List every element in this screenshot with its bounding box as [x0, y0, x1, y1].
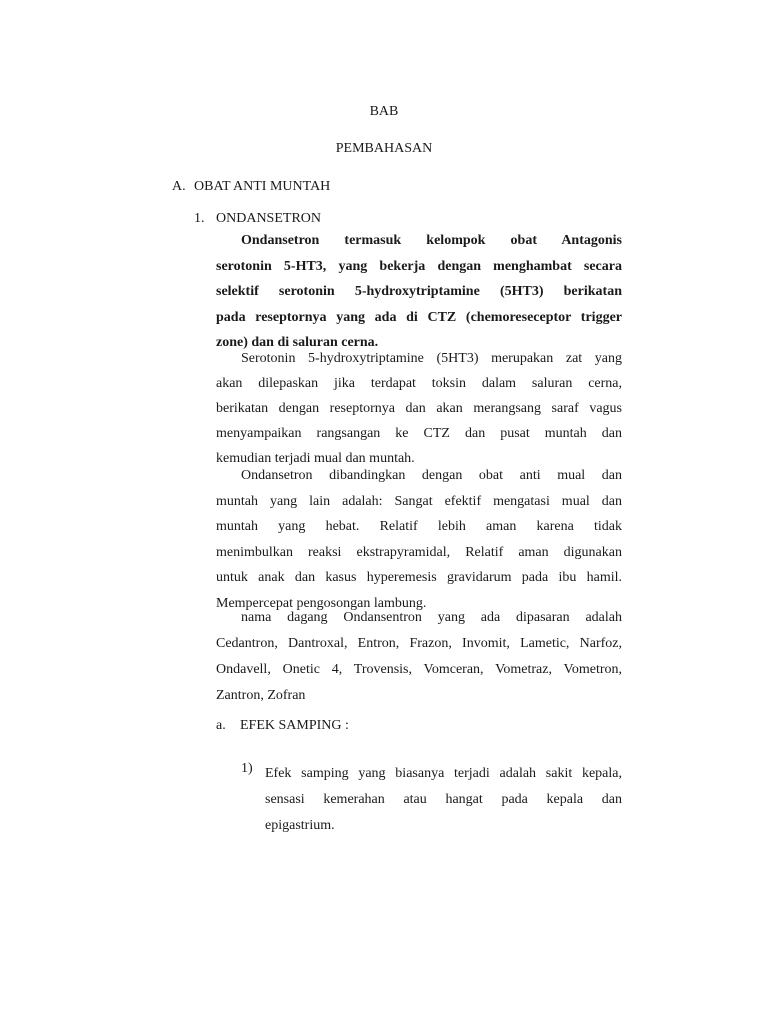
side-effect-1-marker: 1): [241, 761, 253, 776]
paragraph-line: untuk anak dan kasus hyperemesis gravidarum pada ibu hamil.: [216, 570, 622, 585]
paragraph-line: Ondansetron dibandingkan dengan obat anti mual dan: [241, 468, 622, 483]
paragraph-line: Ondansetron termasuk kelompok obat Antagonis: [241, 233, 622, 248]
paragraph-line: sensasi kemerahan atau hangat pada kepala dan: [265, 792, 622, 807]
paragraph-line: pada reseptornya yang ada di CTZ (chemoreseceptor trigger: [216, 309, 622, 325]
item-1-marker: 1.: [194, 211, 205, 226]
paragraph-line: zone) dan di saluran cerna.: [216, 335, 379, 350]
paragraph-line: akan dilepaskan jika terdapat toksin dalam saluran cerna,: [216, 376, 622, 391]
paragraph-trade-names: [216, 605, 622, 709]
paragraph-line: Ondavell, Onetic 4, Trovensis, Vomceran, Vometraz, Vometron,: [216, 662, 622, 677]
item-1-heading: ONDANSETRON: [216, 211, 321, 226]
side-effect-1-text: [265, 761, 622, 839]
paragraph-line: selektif serotonin 5-hydroxytriptamine (5HT3) berikatan: [216, 284, 622, 299]
paragraph-comparison: [216, 463, 622, 616]
subsection-a-marker: a.: [216, 718, 226, 733]
chapter-label: BAB: [369, 104, 399, 119]
paragraph-line: Efek samping yang biasanya terjadi adalah sakit kepala,: [265, 766, 622, 781]
paragraph-line: muntah yang hebat. Relatif lebih aman karena tidak: [216, 519, 622, 534]
paragraph-line: Mempercepat pengosongan lambung.: [216, 595, 427, 611]
paragraph-line: Zantron, Zofran: [216, 688, 306, 703]
paragraph-line: menimbulkan reaksi ekstrapyramidal, Relatif aman digunakan: [216, 544, 622, 560]
paragraph-line: muntah yang lain adalah: Sangat efektif mengatasi mual dan: [216, 493, 622, 509]
paragraph-ondansetron-definition: [216, 228, 622, 356]
paragraph-line: Serotonin 5-hydroxytriptamine (5HT3) merupakan zat yang: [241, 351, 622, 366]
paragraph-line: Cedantron, Dantroxal, Entron, Frazon, Invomit, Lametic, Narfoz,: [216, 636, 622, 651]
section-a-heading: OBAT ANTI MUNTAH: [194, 179, 331, 194]
section-a-marker: A.: [172, 179, 186, 194]
paragraph-line: menyampaikan rangsangan ke CTZ dan pusat muntah dan: [216, 426, 622, 441]
paragraph-line: berikatan dengan reseptornya dan akan merangsang saraf vagus: [216, 401, 622, 416]
paragraph-line: serotonin 5-HT3, yang bekerja dengan menghambat secara: [216, 258, 622, 274]
paragraph-line: epigastrium.: [265, 818, 335, 833]
paragraph-serotonin: [216, 346, 622, 471]
chapter-title: PEMBAHASAN: [335, 141, 433, 156]
paragraph-line: kemudian terjadi mual dan muntah.: [216, 451, 415, 466]
paragraph-line: nama dagang Ondansentron yang ada dipasaran adalah: [241, 610, 622, 625]
subsection-a-heading: EFEK SAMPING :: [240, 718, 349, 733]
